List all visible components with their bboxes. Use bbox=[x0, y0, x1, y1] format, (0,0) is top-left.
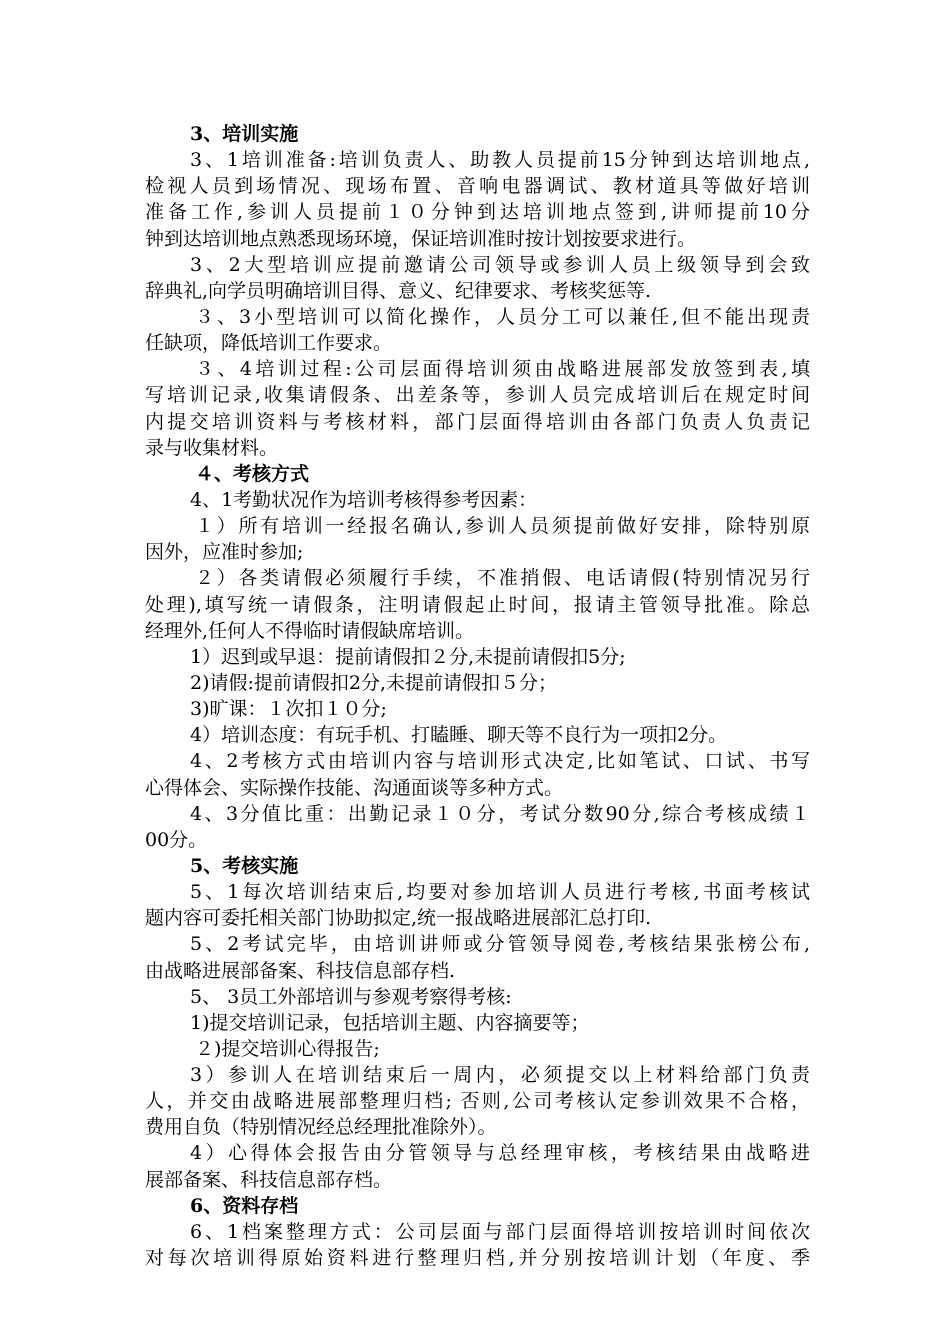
text-line: 3、1培训准备:培训负责人、助教人员提前15分钟到达培训地点, bbox=[190, 149, 810, 172]
section-heading: 5、考核实施 bbox=[190, 854, 299, 877]
text-line: 写培训记录,收集请假条、出差条等，参训人员完成培训后在规定时间 bbox=[145, 384, 810, 407]
text-line: 5、1每次培训结束后,均要对参加培训人员进行考核,书面考核试 bbox=[190, 881, 810, 904]
text-line: 对每次培训得原始资料进行整理归档,并分别按培训计划（年度、季 bbox=[145, 1247, 810, 1270]
text-line: 钟到达培训地点熟悉现场环境，保证培训准时按计划按要求进行。 bbox=[145, 227, 697, 250]
text-line: ３、3小型培训可以简化操作，人员分工可以兼任,但不能出现责 bbox=[195, 305, 810, 328]
text-line: 3)旷课：１次扣１０分; bbox=[190, 698, 387, 721]
text-line: 00分。 bbox=[145, 828, 208, 851]
text-line: 4、3分值比重：出勤记录１０分，考试分数90分,综合考核成绩１ bbox=[190, 802, 810, 825]
text-line: 1)提交培训记录，包括培训主题、内容摘要等； bbox=[190, 1011, 590, 1034]
text-line: 5、 3员工外部培训与参观考察得考核: bbox=[190, 985, 512, 1008]
text-line: 准备工作,参训人员提前１０分钟到达培训地点签到,讲师提前10分 bbox=[145, 201, 810, 224]
text-line: 2)请假:提前请假扣2分,未提前请假扣５分； bbox=[190, 671, 558, 694]
text-line: 经理外,任何人不得临时请假缺席培训。 bbox=[145, 619, 475, 642]
text-line: 心得体会、实际操作技能、沟通面谈等多种方式。 bbox=[145, 776, 564, 799]
section-heading: 6、资料存档 bbox=[190, 1194, 299, 1217]
text-line: 4、2考核方式由培训内容与培训形式决定,比如笔试、口试、书写 bbox=[190, 750, 810, 773]
text-line: 内提交培训资料与考核材料，部门层面得培训由各部门负责人负责记 bbox=[145, 410, 810, 433]
section-heading: 3、培训实施 bbox=[190, 123, 299, 145]
text-line: ２)提交培训心得报告; bbox=[195, 1037, 380, 1060]
text-line: 题内容可委托相关部门协助拟定,统一报战略进展部汇总打印. bbox=[145, 907, 652, 930]
text-line: ２）各类请假必须履行手续，不准捎假、电话请假(特别情况另行 bbox=[195, 567, 810, 590]
text-line: 录与收集材料。 bbox=[145, 436, 279, 459]
text-line: 检视人员到场情况、现场布置、音响电器调试、教材道具等做好培训 bbox=[145, 175, 810, 198]
text-line: 人，并交由战略进展部整理归档; 否则,公司考核认定参训效果不合格， bbox=[145, 1090, 810, 1113]
section-heading: ４、考核方式 bbox=[195, 462, 310, 485]
text-line: １）所有培训一经报名确认,参训人员须提前做好安排，除特别原 bbox=[195, 515, 810, 538]
text-line: 任缺项，降低培训工作要求。 bbox=[145, 332, 393, 355]
document-body bbox=[145, 121, 810, 1271]
text-line: ３、4培训过程:公司层面得培训须由战略进展部发放签到表,填 bbox=[195, 358, 810, 381]
text-line: 4）培训态度：有玩手机、打瞌睡、聊天等不良行为一项扣2分。 bbox=[190, 724, 728, 747]
text-line: 费用自负（特别情况经总经理批准除外）。 bbox=[145, 1116, 497, 1139]
text-line: 1）迟到或早退：提前请假扣２分,未提前请假扣5分; bbox=[190, 645, 626, 668]
text-line: 展部备案、科技信息部存档。 bbox=[145, 1168, 393, 1191]
text-line: 3、2大型培训应提前邀请公司领导或参训人员上级领导到会致 bbox=[190, 253, 810, 276]
text-line: 由战略进展部备案、科技信息部存档. bbox=[145, 959, 456, 982]
text-line: 4、1考勤状况作为培训考核得参考因素： bbox=[190, 488, 538, 511]
text-line: 5、2考试完毕，由培训讲师或分管领导阅卷,考核结果张榜公布, bbox=[190, 933, 810, 956]
text-line: 6、1档案整理方式：公司层面与部门层面得培训按培训时间依次 bbox=[190, 1220, 810, 1243]
text-line: 4）心得体会报告由分管领导与总经理审核，考核结果由战略进 bbox=[190, 1142, 810, 1165]
text-line: 因外，应准时参加; bbox=[145, 541, 304, 564]
text-line: 3）参训人在培训结束后一周内，必须提交以上材料给部门负责 bbox=[190, 1064, 810, 1087]
text-line: 辞典礼,向学员明确培训目得、意义、纪律要求、考核奖惩等. bbox=[145, 279, 652, 302]
text-line: 处理),填写统一请假条，注明请假起止时间，报请主管领导批准。除总 bbox=[145, 593, 810, 616]
